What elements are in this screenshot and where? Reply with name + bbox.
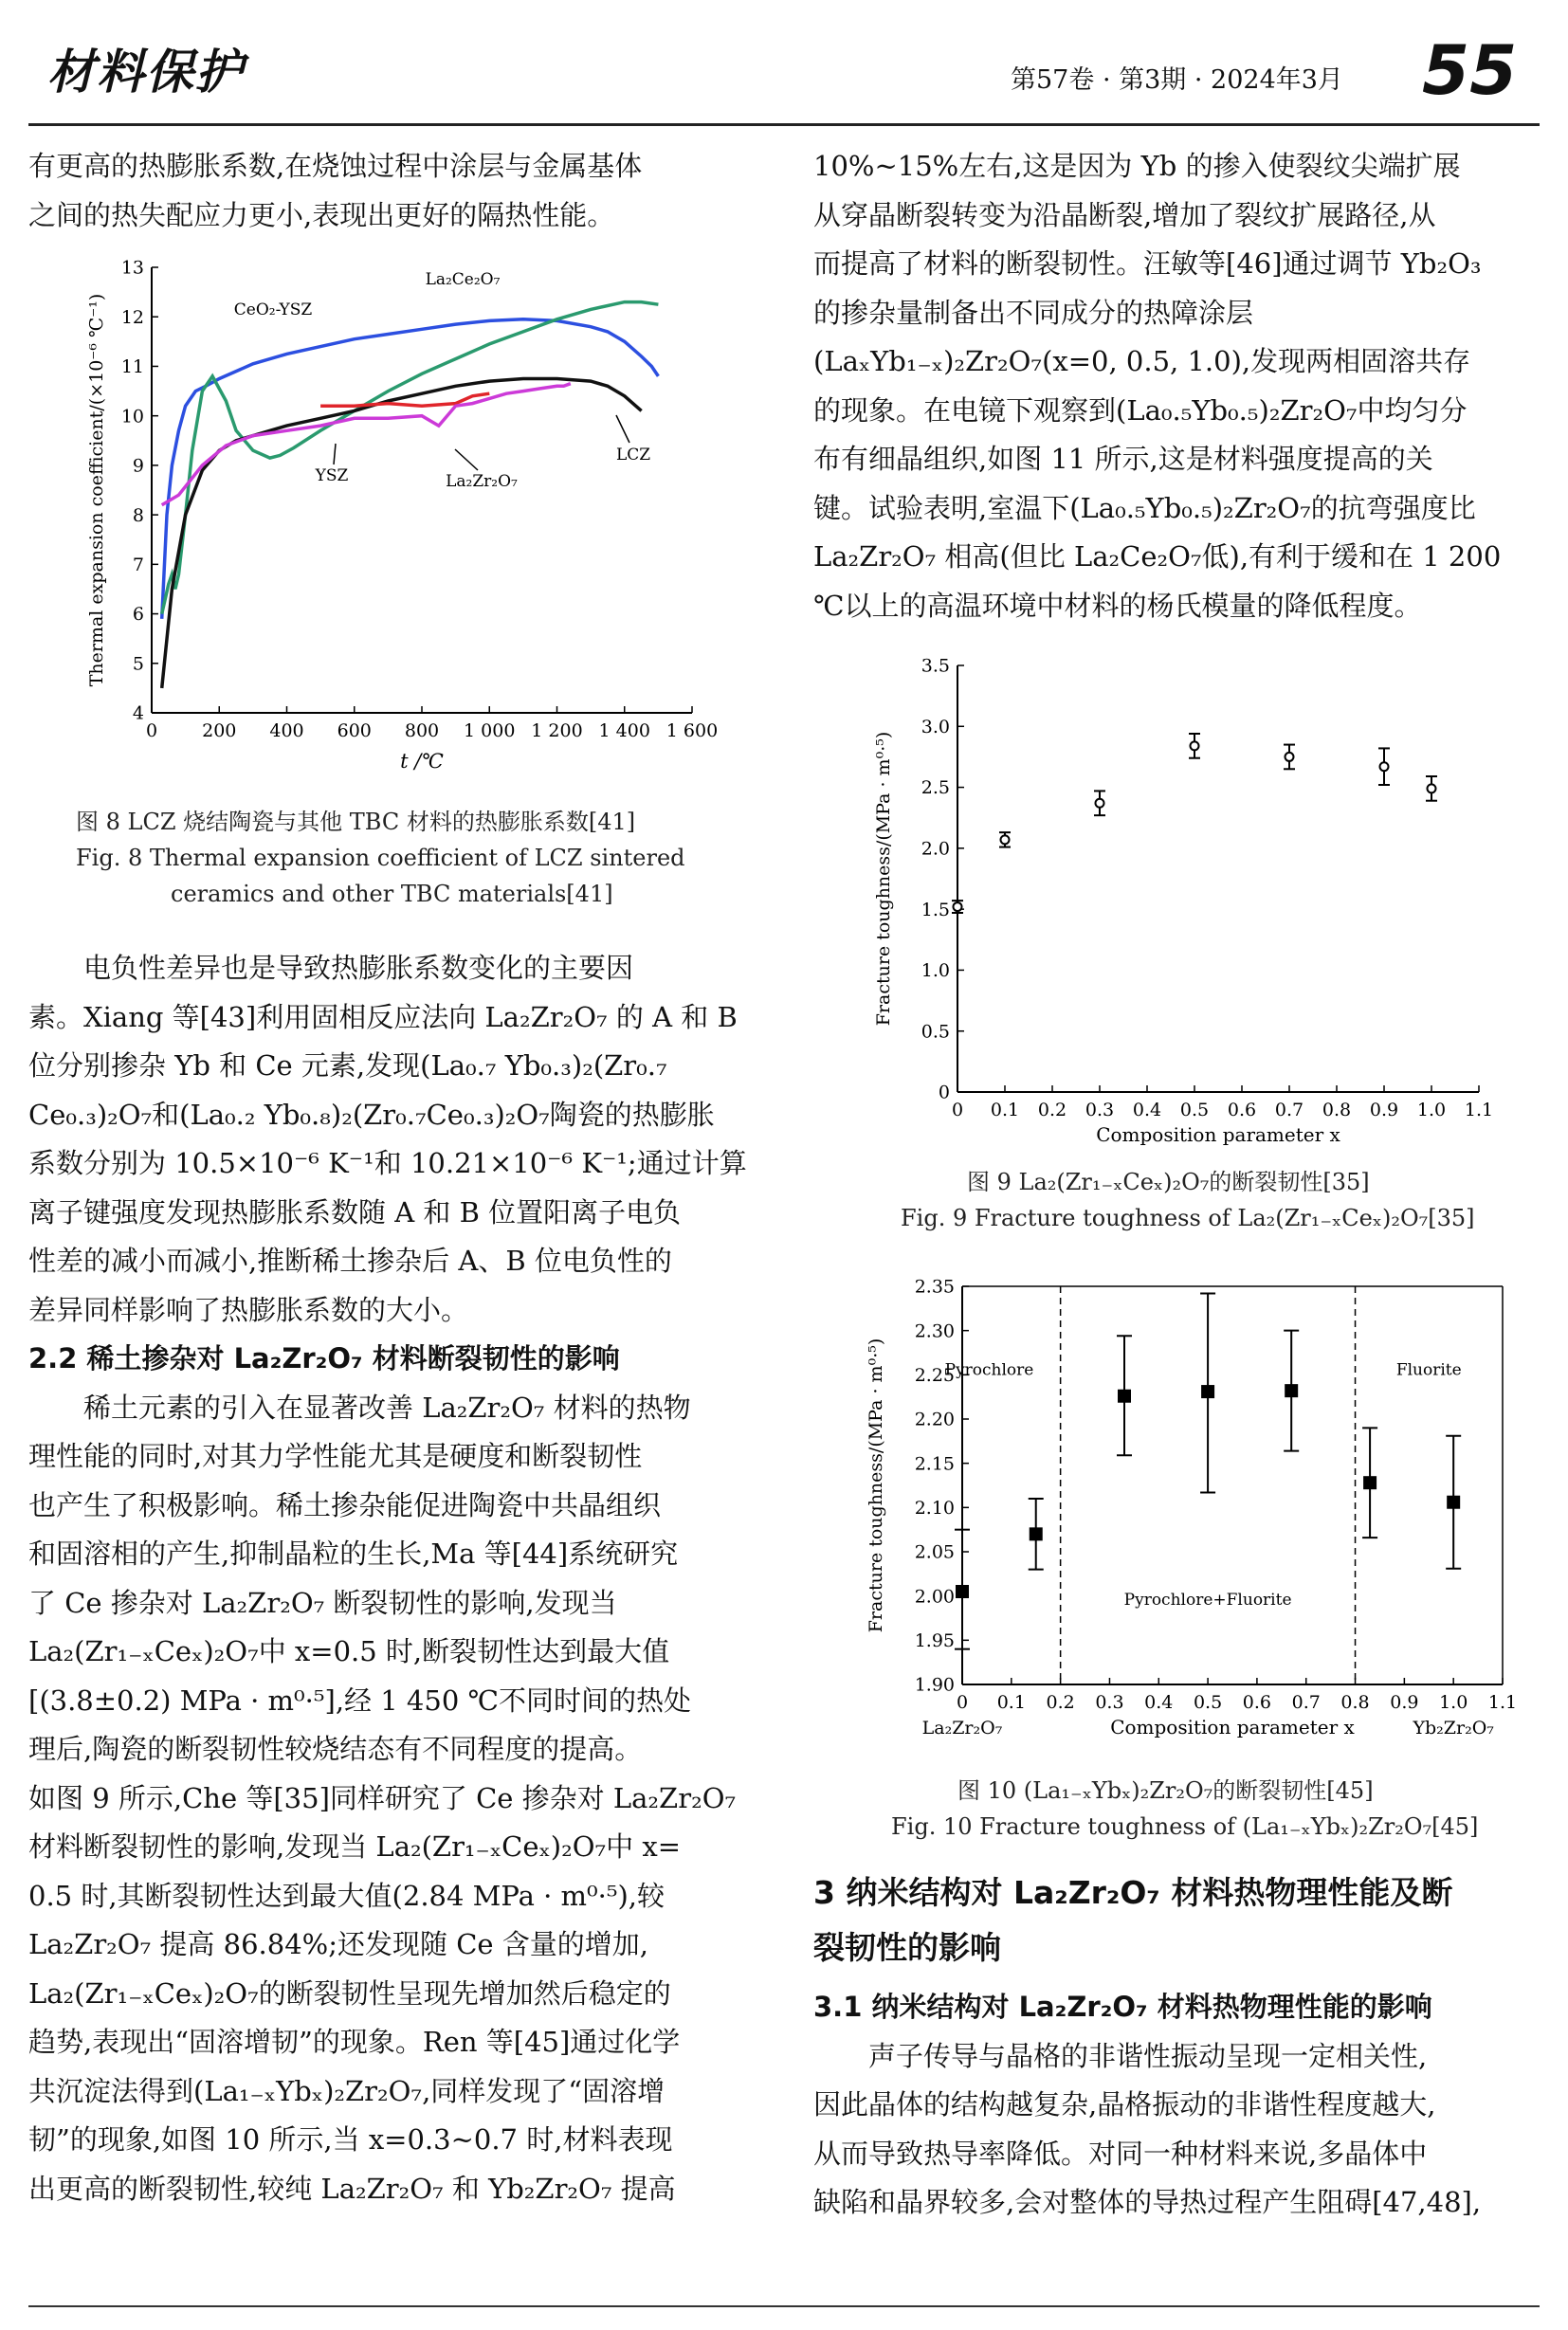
x-tick-label: 0.9 <box>1369 1100 1399 1120</box>
x-tick-label: 1.0 <box>1439 1692 1468 1713</box>
left-paragraph-2: 稀土元素的引入在显著改善 La₂Zr₂O₇ 材料的热物 理性能的同时,对其力学性能尤其是硬度和断裂韧性 也产生了积极影响。稀土掺杂能促进陶瓷中共晶组织 和固溶相的产生,抑制晶粒的生长,Ma 等[44]系统研究 了 Ce 掺杂对 La₂Zr₂O₇ 断裂韧性的影响,发现当 La₂(Zr₁₋ₓCeₓ)₂O₇中 x=0.5 时,断裂韧性达到最大值 [(3.8±0.2) MPa · m⁰·⁵],经 1 450 ℃不同时间的热处 理后,陶瓷的断裂韧性较烧结态有不同程度的提高。 如图 9 所示,Che 等[35]同样研究了 Ce 掺杂对 La₂Zr₂O₇ 材料断裂韧性的影响,发现当 La₂(Zr₁₋ₓCeₓ)₂O₇中 x= 0.5 时,其断裂韧性达到最大值(2.84 MPa · m⁰·⁵),较 La₂Zr₂O₇ 提高 86.84%;还发现随 Ce 含量的增加, La₂(Zr₁₋ₓCeₓ)₂O₇的断裂韧性呈现先增加然后稳定的 趋势,表现出“固溶增韧”的现象。Ren 等[45]通过化学 共沉淀法得到(La₁₋ₓYbₓ)₂Zr₂O₇,同样发现了“固溶增 韧”的现象,如图 10 所示,当 x=0.3~0.7 时,材料表现 出更高的断裂韧性,较纯 La₂Zr₂O₇ 和 Yb₂Zr₂O₇ 提高 <box>28 1391 737 2205</box>
x-tick-label: 600 <box>337 720 372 741</box>
fig9-caption <box>901 1164 1526 1236</box>
x-tick-label: 1 400 <box>598 720 650 741</box>
x-axis-label: t /℃ <box>400 750 444 773</box>
y-tick-label: 3.0 <box>921 716 950 737</box>
journal-logo: 材料保护 <box>47 44 245 100</box>
end-label: Yb₂Zr₂O₇ <box>1413 1718 1494 1738</box>
y-tick-label: 12 <box>120 306 144 328</box>
x-tick-label: 0.3 <box>1085 1100 1115 1120</box>
x-tick-label: 0.8 <box>1340 1692 1370 1713</box>
x-tick-label: 0.4 <box>1144 1692 1174 1713</box>
data-point <box>954 902 962 911</box>
x-tick-label: 0.8 <box>1322 1100 1352 1120</box>
x-tick-label: 0.6 <box>1242 1692 1272 1713</box>
heading-2-2: 2.2 稀土掺杂对 La₂Zr₂O₇ 材料断裂韧性的影响 <box>28 1342 620 1374</box>
heading-3: 3 纳米结构对 La₂Zr₂O₇ 材料热物理性能及断 裂韧性的影响 <box>813 1874 1453 1966</box>
y-tick-label: 2.05 <box>914 1541 955 1563</box>
fig10-chart <box>853 1275 1517 1773</box>
y-tick-label: 2.25 <box>914 1364 955 1386</box>
data-point <box>1001 835 1010 844</box>
left-paragraph-0: 有更高的热膨胀系数,在烧蚀过程中涂层与金属基体 之间的热失配应力更小,表现出更好的隔热性能。 <box>28 150 643 231</box>
fig10-caption <box>891 1773 1526 1845</box>
series-label: La₂Ce₂O₇ <box>425 270 501 289</box>
y-tick-label: 2.30 <box>914 1320 955 1342</box>
y-tick-label: 1.5 <box>921 899 950 920</box>
x-tick-label: 400 <box>269 720 304 741</box>
y-tick-label: 2.5 <box>921 777 950 799</box>
end-label: La₂Zr₂O₇ <box>921 1718 1003 1738</box>
region-label: Pyrochlore+Fluorite <box>1123 1591 1292 1610</box>
y-axis-label: Fracture toughness/(MPa · m⁰·⁵) <box>873 731 894 1027</box>
figure-10 <box>853 1275 1517 1776</box>
y-tick-label: 6 <box>132 604 144 626</box>
figure-8 <box>57 248 720 797</box>
y-tick-label: 2.20 <box>914 1409 955 1430</box>
x-axis-label: Composition parameter x <box>1096 1123 1340 1146</box>
y-tick-label: 1.90 <box>914 1674 955 1696</box>
x-tick-label: 1.0 <box>1416 1100 1447 1120</box>
fig9-chart <box>853 654 1517 1161</box>
data-point <box>1380 762 1389 771</box>
leader-line <box>334 444 336 464</box>
y-tick-label: 13 <box>120 257 144 279</box>
data-point <box>1096 799 1104 808</box>
right-paragraph-1: 声子传导与晶格的非谐性振动呈现一定相关性, 因此晶体的结构越复杂,晶格振动的非谐性程度越大, 从而导致热导率降低。对同一种材料来说,多晶体中 缺陷和晶界较多,会对整体的导热过程产生阻碍[47,48], <box>813 2039 1482 2218</box>
x-tick-label: 0.7 <box>1274 1100 1304 1120</box>
fig9-caption-cn: 图 9 La₂(Zr₁₋ₓCeₓ)₂O₇的断裂韧性[35] <box>967 1169 1370 1195</box>
leader-line <box>616 415 629 443</box>
y-tick-label: 3.5 <box>921 655 950 677</box>
data-point <box>1285 753 1294 761</box>
x-tick-label: 0.2 <box>1046 1692 1075 1713</box>
y-tick-label: 5 <box>132 653 144 675</box>
fig10-caption-cn: 图 10 (La₁₋ₓYbₓ)₂Zr₂O₇的断裂韧性[45] <box>957 1777 1374 1804</box>
y-tick-label: 1.0 <box>921 960 950 982</box>
y-tick-label: 2.35 <box>914 1276 955 1298</box>
x-tick-label: 1.1 <box>1464 1100 1494 1120</box>
leader-line <box>455 449 478 470</box>
x-tick-label: 1 200 <box>531 720 583 741</box>
y-tick-label: 1.95 <box>914 1629 955 1651</box>
x-tick-label: 0.7 <box>1291 1692 1321 1713</box>
data-point <box>1191 741 1199 750</box>
fig8-caption <box>76 804 739 912</box>
footer-rule <box>28 2305 1540 2307</box>
region-label: Fluorite <box>1395 1360 1462 1380</box>
x-tick-label: 0.2 <box>1037 1100 1067 1120</box>
data-point <box>1363 1476 1377 1489</box>
y-tick-label: 4 <box>132 702 144 724</box>
issue-info: 第57卷 · 第3期 · 2024年3月 <box>1011 65 1343 95</box>
series-label: LCZ <box>615 446 651 464</box>
series-label: CeO₂-YSZ <box>233 300 313 319</box>
y-axis-label: Thermal expansion coefficient/(×10⁻⁶ ℃⁻¹) <box>86 293 107 687</box>
x-tick-label: 0.3 <box>1095 1692 1124 1713</box>
left-col-body <box>28 944 757 2213</box>
fig8-caption-en-1: Fig. 8 Thermal expansion coefficient of LCZ sintered <box>76 845 685 871</box>
data-point <box>1447 1496 1460 1509</box>
x-tick-label: 800 <box>404 720 440 741</box>
y-tick-label: 7 <box>132 554 144 575</box>
fig9-caption-en: Fig. 9 Fracture toughness of La₂(Zr₁₋ₓCeₓ)₂O₇[35] <box>901 1205 1475 1231</box>
y-tick-label: 11 <box>120 356 144 378</box>
data-point <box>956 1585 969 1598</box>
page-number: 55 <box>1422 30 1518 110</box>
left-paragraph-1: 电负性差异也是导致热膨胀系数变化的主要因 素。Xiang 等[43]利用固相反应法向 La₂Zr₂O₇ 的 A 和 B 位分别掺杂 Yb 和 Ce 元素,发现(La₀.₇ Yb₀.₃)₂(Zr₀.₇ Ce₀.₃)₂O₇和(La₀.₂ Yb₀.₈)₂(Zr₀.₇Ce₀.₃)₂O₇陶瓷的热膨胀 系数分别为 10.5×10⁻⁶ K⁻¹和 10.21×10⁻⁶ K⁻¹;通过计算 离子键强度发现热膨胀系数随 A 和 B 位置阳离子电负 性差的减小而减小,推断稀土掺杂后 A、B 位电负性的 差异同样影响了热膨胀系数的大小。 <box>28 952 747 1326</box>
series-label: La₂Zr₂O₇ <box>446 472 518 491</box>
data-point <box>1201 1385 1214 1398</box>
data-point <box>1285 1384 1298 1397</box>
heading-3-1: 3.1 纳米结构对 La₂Zr₂O₇ 材料热物理性能的影响 <box>813 1991 1432 2023</box>
x-tick-label: 0 <box>956 1692 969 1713</box>
x-tick-label: 0.5 <box>1179 1100 1210 1120</box>
y-tick-label: 2.00 <box>914 1586 955 1608</box>
y-tick-label: 2.0 <box>921 838 950 860</box>
y-tick-label: 0 <box>938 1082 950 1103</box>
series-label: YSZ <box>315 466 349 485</box>
x-tick-label: 1.1 <box>1487 1692 1517 1713</box>
x-tick-label: 1 600 <box>665 720 719 741</box>
data-point <box>1030 1527 1043 1540</box>
x-tick-label: 0.6 <box>1227 1100 1257 1120</box>
data-point <box>1118 1390 1131 1403</box>
x-tick-label: 0.4 <box>1132 1100 1162 1120</box>
y-tick-label: 2.10 <box>914 1497 955 1519</box>
fig8-caption-cn: 图 8 LCZ 烧结陶瓷与其他 TBC 材料的热膨胀系数[41] <box>76 809 636 835</box>
header-rule <box>28 123 1540 126</box>
x-tick-label: 0 <box>951 1100 964 1120</box>
y-axis-label: Fracture toughness/(MPa · m⁰·⁵) <box>866 1338 886 1633</box>
region-label: Pyrochlore <box>944 1360 1034 1380</box>
x-tick-label: 1 000 <box>464 720 516 741</box>
right-col-body <box>813 1866 1541 2228</box>
x-tick-label: 0.9 <box>1390 1692 1419 1713</box>
fig10-caption-en: Fig. 10 Fracture toughness of (La₁₋ₓYbₓ)₂Zr₂O₇[45] <box>891 1813 1479 1840</box>
x-tick-label: 0.1 <box>996 1692 1026 1713</box>
y-tick-label: 9 <box>132 455 144 477</box>
x-tick-label: 200 <box>202 720 237 741</box>
x-tick-label: 0.1 <box>990 1100 1020 1120</box>
left-col-top <box>28 142 757 240</box>
data-point <box>1428 784 1436 792</box>
right-paragraph-0: 10%~15%左右,这是因为 Yb 的掺入使裂纹尖端扩展 从穿晶断裂转变为沿晶断裂,增加了裂纹扩展路径,从 而提高了材料的断裂韧性。汪敏等[46]通过调节 Yb₂O₃ 的掺杂量制备出不同成分的热障涂层 (LaₓYb₁₋ₓ)₂Zr₂O₇(x=0, 0.5, 1.0),发现两相固溶共存 的现象。在电镜下观察到(La₀.₅Yb₀.₅)₂Zr₂O₇中均匀分 布有细晶组织,如图 11 所示,这是材料强度提高的关 键。试验表明,室温下(La₀.₅Yb₀.₅)₂Zr₂O₇的抗弯强度比 La₂Zr₂O₇ 相高(但比 La₂Ce₂O₇低),有利于缓和在 1 200 ℃以上的高温环境中材料的杨氏模量的降低程度。 <box>813 150 1502 622</box>
x-tick-label: 0 <box>145 720 158 741</box>
fig8-caption-en-2: ceramics and other TBC materials[41] <box>171 881 613 907</box>
y-tick-label: 0.5 <box>921 1021 950 1043</box>
right-col-top <box>813 142 1541 630</box>
x-axis-label: Composition parameter x <box>1110 1716 1355 1738</box>
fig8-chart <box>57 248 720 793</box>
y-tick-label: 8 <box>132 504 144 526</box>
figure-9 <box>853 654 1517 1165</box>
series-line <box>162 302 659 614</box>
x-tick-label: 0.5 <box>1193 1692 1223 1713</box>
series-line <box>162 319 659 619</box>
y-tick-label: 10 <box>120 406 144 428</box>
y-tick-label: 2.15 <box>914 1453 955 1475</box>
